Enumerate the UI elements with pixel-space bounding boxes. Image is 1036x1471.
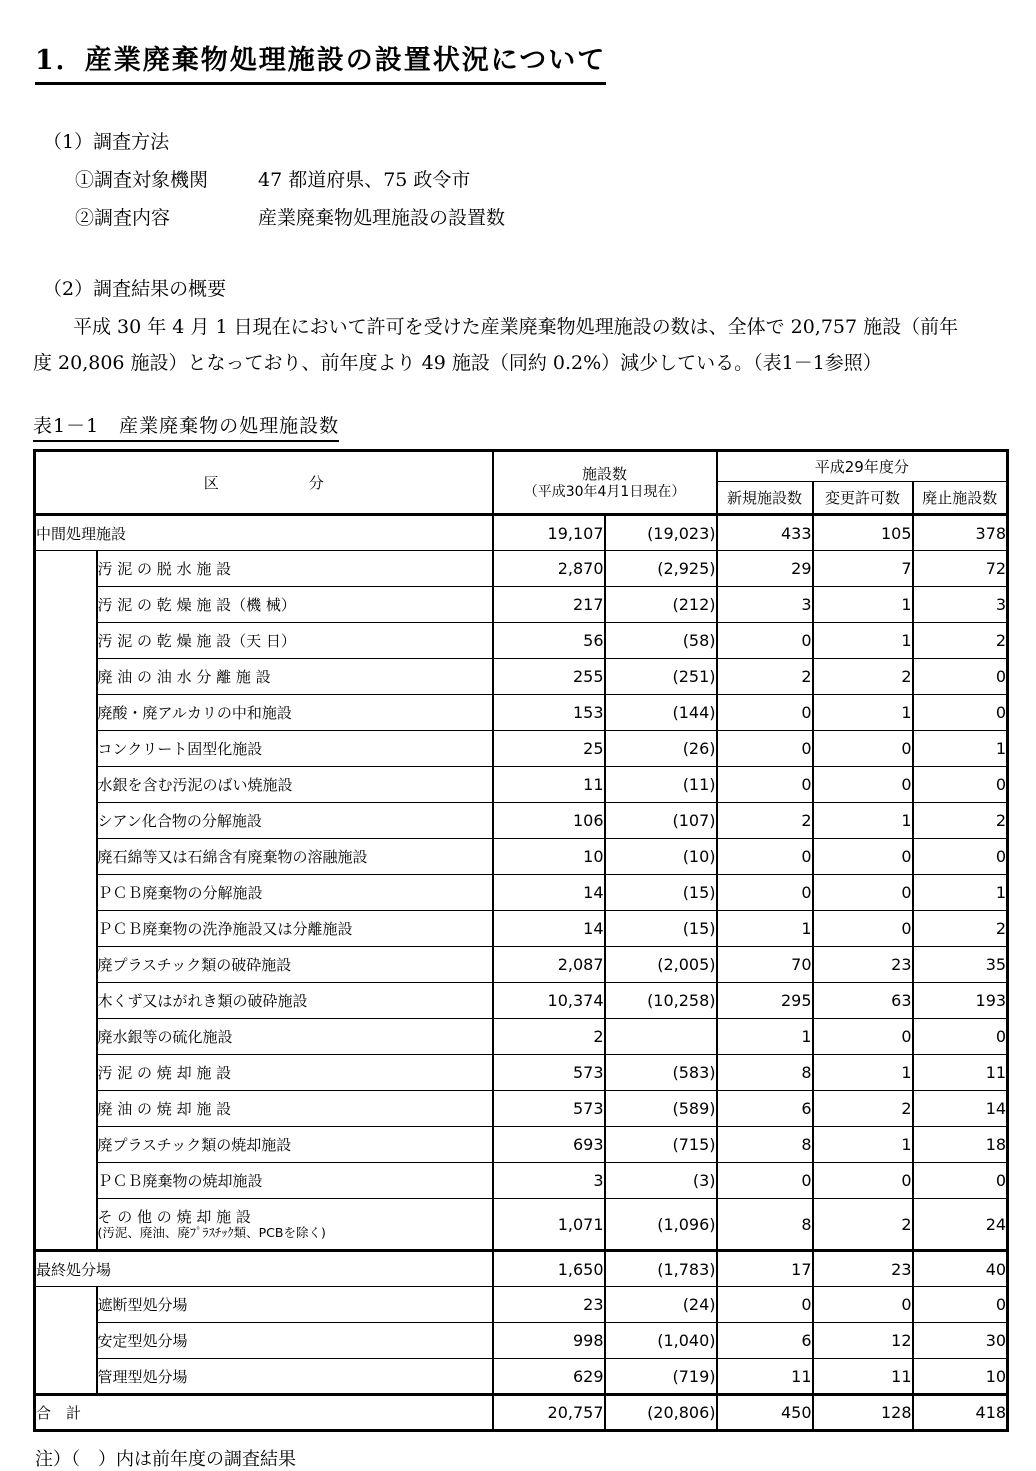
- facility-count: 14: [493, 875, 605, 911]
- row-label: 廃プラスチック類の破砕施設: [97, 947, 493, 983]
- change-permits-count: 0: [813, 1019, 913, 1055]
- indent-spacer: [35, 1287, 97, 1395]
- row-label: 廃 油 の 焼 却 施 設: [97, 1091, 493, 1127]
- change-permits-count: 2: [813, 1199, 913, 1251]
- change-permits-count: 1: [813, 803, 913, 839]
- row-label: 安定型処分場: [97, 1323, 493, 1359]
- row-label: ＰＣＢ廃棄物の焼却施設: [97, 1163, 493, 1199]
- abolished-facilities-count: 0: [913, 767, 1008, 803]
- facility-count: 2,870: [493, 551, 605, 587]
- change-permits-count: 1: [813, 623, 913, 659]
- table-row: [35, 1163, 1008, 1199]
- abolished-facilities-count: 1: [913, 731, 1008, 767]
- new-facilities-count: 29: [717, 551, 813, 587]
- facility-count: 573: [493, 1055, 605, 1091]
- row-label: 汚 泥 の 乾 燥 施 設（天 日）: [97, 623, 493, 659]
- table-header: [35, 451, 1008, 515]
- row-label: 廃プラスチック類の焼却施設: [97, 1127, 493, 1163]
- abolished-facilities-count: 2: [913, 623, 1008, 659]
- change-permits-count: 2: [813, 659, 913, 695]
- abolished-facilities-count: 2: [913, 803, 1008, 839]
- new-facilities-count: 0: [717, 623, 813, 659]
- page-title: 1．産業廃棄物処理施設の設置状況について: [35, 38, 606, 85]
- facility-count: 573: [493, 1091, 605, 1127]
- facility-count-previous-year: (11): [605, 767, 717, 803]
- row-label: 廃酸・廃アルカリの中和施設: [97, 695, 493, 731]
- facility-count-previous-year: (2,005): [605, 947, 717, 983]
- abolished-facilities-count: 378: [913, 515, 1008, 551]
- facility-count: 693: [493, 1127, 605, 1163]
- header-h29-group: 平成29年度分: [717, 451, 1008, 482]
- new-facilities-count: 17: [717, 1251, 813, 1287]
- facility-count: 11: [493, 767, 605, 803]
- facility-count-previous-year: (589): [605, 1091, 717, 1127]
- facility-count: 56: [493, 623, 605, 659]
- new-facilities-count: 6: [717, 1091, 813, 1127]
- new-facilities-count: 0: [717, 695, 813, 731]
- header-count-line2: （平成30年4月1日現在）: [523, 483, 686, 500]
- table-row: [35, 803, 1008, 839]
- facility-count: 217: [493, 587, 605, 623]
- new-facilities-count: 8: [717, 1199, 813, 1251]
- facility-count-previous-year: (1,040): [605, 1323, 717, 1359]
- new-facilities-count: 0: [717, 731, 813, 767]
- change-permits-count: 23: [813, 1251, 913, 1287]
- abolished-facilities-count: 3: [913, 587, 1008, 623]
- facility-count-previous-year: (715): [605, 1127, 717, 1163]
- row-label: 木くず又はがれき類の破砕施設: [97, 983, 493, 1019]
- abolished-facilities-count: 72: [913, 551, 1008, 587]
- table-row: [35, 1019, 1008, 1055]
- row-label-main: そ の 他 の 焼 却 施 設: [97, 1207, 251, 1226]
- abolished-facilities-count: 418: [913, 1395, 1008, 1431]
- facility-count: 14: [493, 911, 605, 947]
- table-row: [35, 1055, 1008, 1091]
- row-label-note: (汚泥、廃油、廃ﾌﾟﾗｽﾁｯｸ類、PCBを除く): [97, 1224, 326, 1240]
- new-facilities-count: 1: [717, 911, 813, 947]
- row-label: 汚 泥 の 乾 燥 施 設（機 械）: [97, 587, 493, 623]
- new-facilities-count: 295: [717, 983, 813, 1019]
- change-permits-count: 1: [813, 587, 913, 623]
- section2-heading: （2）調査結果の概要: [43, 278, 227, 300]
- new-facilities-count: 0: [717, 1163, 813, 1199]
- table-row: [35, 695, 1008, 731]
- facility-table: [33, 449, 1009, 1432]
- abolished-facilities-count: 193: [913, 983, 1008, 1019]
- facility-count-previous-year: (15): [605, 911, 717, 947]
- row-label: コンクリート固型化施設: [97, 731, 493, 767]
- table-row: [35, 875, 1008, 911]
- table-row: [35, 551, 1008, 587]
- abolished-facilities-count: 0: [913, 1163, 1008, 1199]
- table-row: [35, 1199, 1008, 1251]
- facility-count-previous-year: (19,023): [605, 515, 717, 551]
- table-footnote: 注）（ ）内は前年度の調査結果: [35, 1449, 296, 1470]
- abolished-facilities-count: 2: [913, 911, 1008, 947]
- facility-count: 1,650: [493, 1251, 605, 1287]
- facility-count-previous-year: (3): [605, 1163, 717, 1199]
- survey-target-value: 47 都道府県、75 政令市: [258, 169, 471, 191]
- facility-count: 255: [493, 659, 605, 695]
- change-permits-count: 11: [813, 1359, 913, 1395]
- facility-count-previous-year: (251): [605, 659, 717, 695]
- facility-count-previous-year: (58): [605, 623, 717, 659]
- facility-count: 106: [493, 803, 605, 839]
- change-permits-count: 105: [813, 515, 913, 551]
- new-facilities-count: 2: [717, 659, 813, 695]
- new-facilities-count: 8: [717, 1127, 813, 1163]
- row-label: ＰＣＢ廃棄物の分解施設: [97, 875, 493, 911]
- table-row: [35, 1395, 1008, 1431]
- facility-count: 629: [493, 1359, 605, 1395]
- facility-count-previous-year: (24): [605, 1287, 717, 1323]
- facility-count: 1,071: [493, 1199, 605, 1251]
- header-category: 区 分: [35, 451, 493, 515]
- change-permits-count: 0: [813, 911, 913, 947]
- facility-count: 25: [493, 731, 605, 767]
- table-row: [35, 1251, 1008, 1287]
- new-facilities-count: 0: [717, 1287, 813, 1323]
- table-row: [35, 767, 1008, 803]
- change-permits-count: 63: [813, 983, 913, 1019]
- abolished-facilities-count: 0: [913, 1287, 1008, 1323]
- change-permits-count: 23: [813, 947, 913, 983]
- row-label: 中間処理施設: [35, 515, 493, 551]
- table-body: [35, 515, 1008, 1431]
- abolished-facilities-count: 40: [913, 1251, 1008, 1287]
- table-caption: 表1－1 産業廃棄物の処理施設数: [33, 411, 339, 442]
- header-change-permits: 変更許可数: [813, 482, 913, 515]
- facility-count-previous-year: (20,806): [605, 1395, 717, 1431]
- change-permits-count: 0: [813, 1287, 913, 1323]
- table-row: [35, 731, 1008, 767]
- row-label: 遮断型処分場: [97, 1287, 493, 1323]
- abolished-facilities-count: 0: [913, 839, 1008, 875]
- summary-paragraph: [33, 309, 1008, 381]
- abolished-facilities-count: 24: [913, 1199, 1008, 1251]
- row-label: 汚 泥 の 焼 却 施 設: [97, 1055, 493, 1091]
- table-row: [35, 515, 1008, 551]
- facility-count-previous-year: (1,783): [605, 1251, 717, 1287]
- survey-target-label: ①調査対象機関: [75, 169, 209, 191]
- abolished-facilities-count: 10: [913, 1359, 1008, 1395]
- new-facilities-count: 0: [717, 839, 813, 875]
- abolished-facilities-count: 11: [913, 1055, 1008, 1091]
- table-row: [35, 587, 1008, 623]
- header-count: [493, 451, 717, 515]
- facility-count-previous-year: (144): [605, 695, 717, 731]
- header-count-line1: 施設数: [582, 464, 628, 483]
- facility-count-previous-year: (719): [605, 1359, 717, 1395]
- survey-content-value: 産業廃棄物処理施設の設置数: [258, 207, 506, 229]
- facility-count: 2,087: [493, 947, 605, 983]
- facility-count: 998: [493, 1323, 605, 1359]
- table-row: [35, 623, 1008, 659]
- facility-count: 10,374: [493, 983, 605, 1019]
- row-label: 水銀を含む汚泥のばい焼施設: [97, 767, 493, 803]
- table-row: [35, 1359, 1008, 1395]
- change-permits-count: 0: [813, 839, 913, 875]
- change-permits-count: 7: [813, 551, 913, 587]
- new-facilities-count: 1: [717, 1019, 813, 1055]
- facility-count-previous-year: (10): [605, 839, 717, 875]
- facility-count: 2: [493, 1019, 605, 1055]
- new-facilities-count: 70: [717, 947, 813, 983]
- new-facilities-count: 8: [717, 1055, 813, 1091]
- new-facilities-count: 433: [717, 515, 813, 551]
- new-facilities-count: 450: [717, 1395, 813, 1431]
- row-label: 廃石綿等又は石綿含有廃棄物の溶融施設: [97, 839, 493, 875]
- facility-count: 3: [493, 1163, 605, 1199]
- facility-count-previous-year: (26): [605, 731, 717, 767]
- table-row: [35, 1091, 1008, 1127]
- row-label: 合 計: [35, 1395, 493, 1431]
- summary-line-2: 度 20,806 施設）となっており、前年度より 49 施設（同約 0.2%）減少している。（表1－1参照）: [33, 352, 882, 374]
- table-row: [35, 1323, 1008, 1359]
- new-facilities-count: 3: [717, 587, 813, 623]
- row-label: ＰＣＢ廃棄物の洗浄施設又は分離施設: [97, 911, 493, 947]
- abolished-facilities-count: 0: [913, 695, 1008, 731]
- change-permits-count: 1: [813, 695, 913, 731]
- new-facilities-count: 11: [717, 1359, 813, 1395]
- change-permits-count: 2: [813, 1091, 913, 1127]
- row-label: 廃水銀等の硫化施設: [97, 1019, 493, 1055]
- change-permits-count: 1: [813, 1055, 913, 1091]
- row-label: シアン化合物の分解施設: [97, 803, 493, 839]
- facility-count-previous-year: (212): [605, 587, 717, 623]
- indent-spacer: [35, 551, 97, 1251]
- facility-count-previous-year: (1,096): [605, 1199, 717, 1251]
- facility-count-previous-year: (583): [605, 1055, 717, 1091]
- facility-count: 20,757: [493, 1395, 605, 1431]
- facility-count-previous-year: (2,925): [605, 551, 717, 587]
- facility-count-previous-year: (107): [605, 803, 717, 839]
- new-facilities-count: 0: [717, 767, 813, 803]
- change-permits-count: 128: [813, 1395, 913, 1431]
- change-permits-count: 0: [813, 731, 913, 767]
- survey-content-label: ②調査内容: [75, 207, 171, 229]
- facility-count-previous-year: [605, 1019, 717, 1055]
- abolished-facilities-count: 1: [913, 875, 1008, 911]
- facility-count-previous-year: (15): [605, 875, 717, 911]
- table-row: [35, 659, 1008, 695]
- change-permits-count: 1: [813, 1127, 913, 1163]
- table-row: [35, 911, 1008, 947]
- section1-heading: （1）調査方法: [43, 131, 170, 153]
- table-row: [35, 839, 1008, 875]
- survey-content-row: [75, 203, 1008, 230]
- facility-count-previous-year: (10,258): [605, 983, 717, 1019]
- change-permits-count: 0: [813, 767, 913, 803]
- facility-count: 153: [493, 695, 605, 731]
- change-permits-count: 0: [813, 875, 913, 911]
- header-new-facilities: 新規施設数: [717, 482, 813, 515]
- table-row: [35, 947, 1008, 983]
- row-label: 管理型処分場: [97, 1359, 493, 1395]
- table-row: [35, 983, 1008, 1019]
- abolished-facilities-count: 0: [913, 659, 1008, 695]
- abolished-facilities-count: 30: [913, 1323, 1008, 1359]
- change-permits-count: 12: [813, 1323, 913, 1359]
- survey-target-row: [75, 165, 1008, 192]
- table-row: [35, 1127, 1008, 1163]
- header-abolished-facilities: 廃止施設数: [913, 482, 1008, 515]
- abolished-facilities-count: 14: [913, 1091, 1008, 1127]
- change-permits-count: 0: [813, 1163, 913, 1199]
- new-facilities-count: 0: [717, 875, 813, 911]
- new-facilities-count: 2: [717, 803, 813, 839]
- abolished-facilities-count: 0: [913, 1019, 1008, 1055]
- new-facilities-count: 6: [717, 1323, 813, 1359]
- facility-count: 10: [493, 839, 605, 875]
- row-label: 最終処分場: [35, 1251, 493, 1287]
- row-label: 汚 泥 の 脱 水 施 設: [97, 551, 493, 587]
- facility-count: 19,107: [493, 515, 605, 551]
- summary-line-1: 平成 30 年 4 月 1 日現在において許可を受けた産業廃棄物処理施設の数は、全体で 20,757 施設（前年: [73, 316, 959, 338]
- row-label: 廃 油 の 油 水 分 離 施 設: [97, 659, 493, 695]
- abolished-facilities-count: 35: [913, 947, 1008, 983]
- table-row: [35, 1287, 1008, 1323]
- abolished-facilities-count: 18: [913, 1127, 1008, 1163]
- facility-count: 23: [493, 1287, 605, 1323]
- row-label: [97, 1199, 493, 1251]
